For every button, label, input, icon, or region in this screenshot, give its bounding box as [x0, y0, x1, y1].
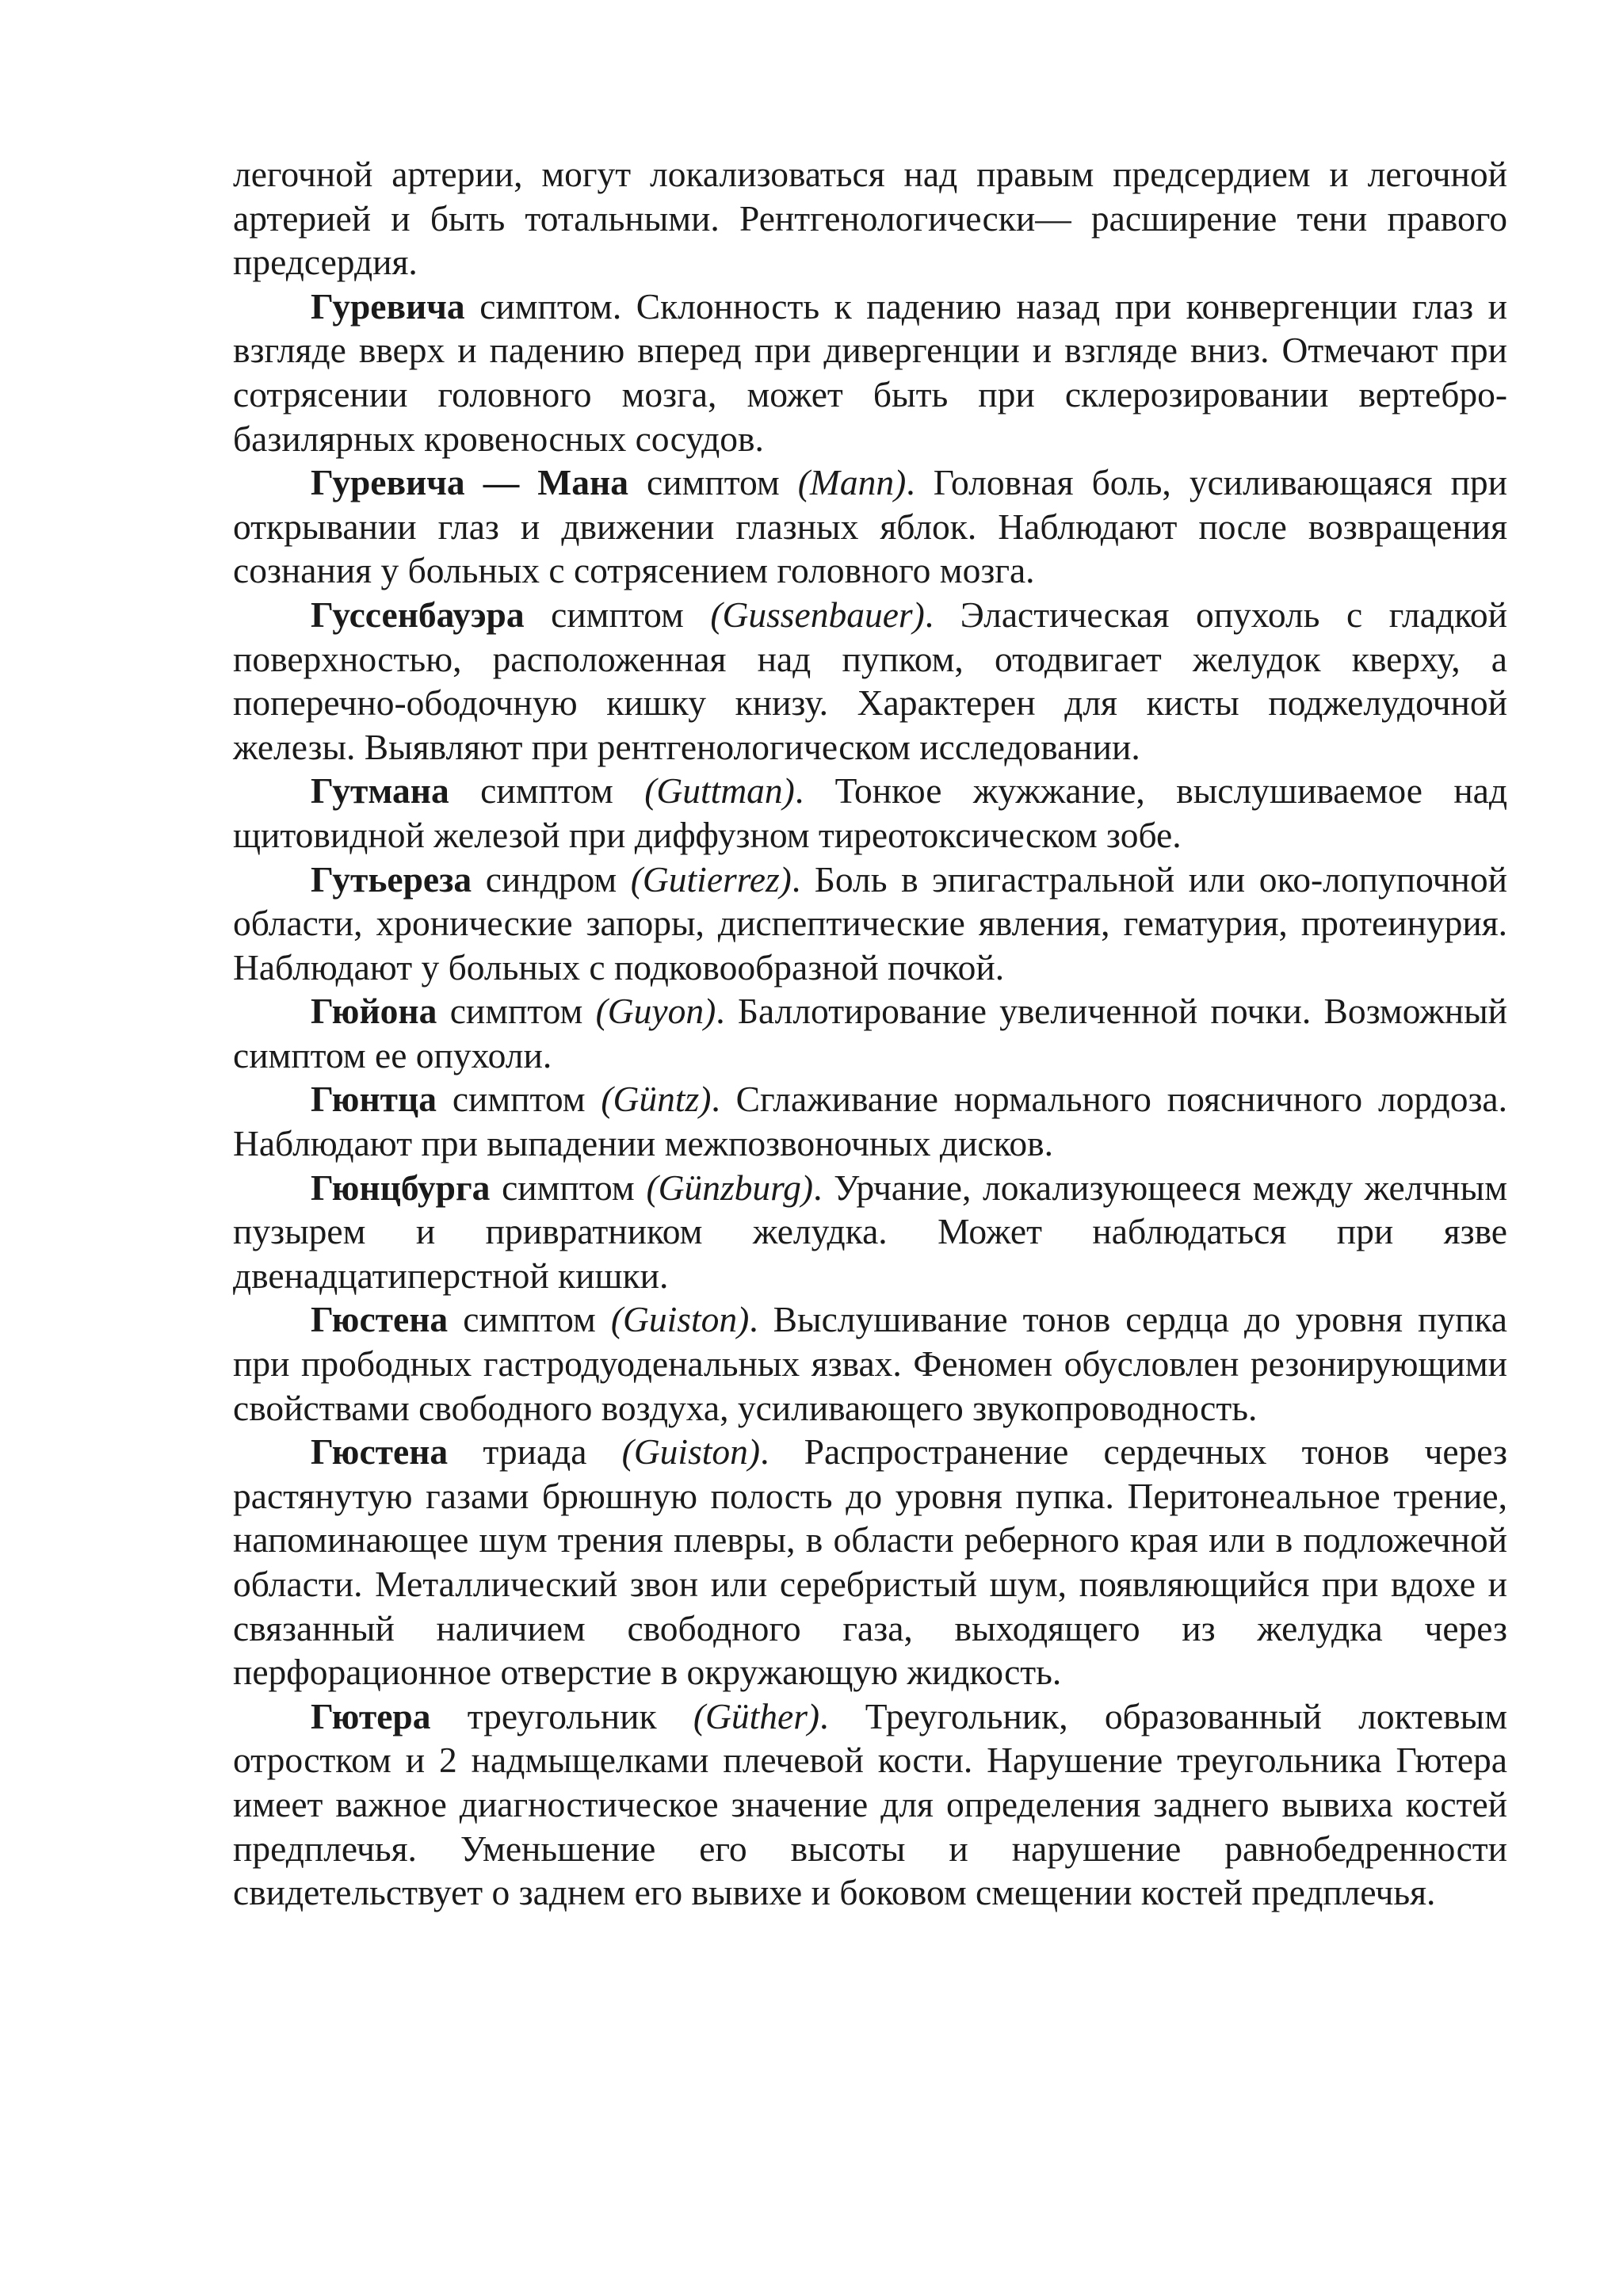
entry-gussenbauer	[233, 593, 1507, 769]
entry-term: Гюстена	[311, 1299, 449, 1340]
entry-type: симптом	[647, 462, 780, 503]
entry-type: симптом	[480, 770, 613, 812]
entry-eponym: (Guttman)	[644, 770, 795, 812]
entry-text: . Баллотирование увеличенной почки. Возможный симптом ее опухоли.	[233, 991, 1508, 1075]
entry-term: Гюстена	[311, 1431, 449, 1473]
entry-guther	[233, 1694, 1507, 1915]
entry-guiston-symptom	[233, 1297, 1507, 1430]
entry-guttman	[233, 769, 1507, 857]
entry-text: . Распространение сердечных тонов через растянутую газами брюшную полость до уровня пупка. Перитонеальное трение, напоминающее шум трения плевры, в области реберного края или в подложечной области. Металлический звон или серебристый шум, появляющийся при вдохе и связанный наличием свободного газа, выходящего из желудка через перфорационное отверстие в окружающую жидкость.	[233, 1431, 1507, 1693]
entry-gurevich-mann	[233, 460, 1507, 593]
entry-type: синдром	[485, 858, 617, 900]
entry-guyon	[233, 989, 1507, 1077]
entry-text: . Сглаживание нормального поясничного лордоза. Наблюдают при выпадении межпозвоночных дисков.	[233, 1079, 1507, 1164]
entry-type: симптом	[452, 1079, 586, 1120]
entry-text: . Урчание, локализующееся между желчным пузырем и привратником желудка. Может наблюдаться при язве двенадцатиперстной кишки.	[233, 1167, 1508, 1296]
entry-text: . Головная боль, усиливающаяся при открывании глаз и движении глазных яблок. Наблюдают после возвращения сознания у больных с сотрясением головного мозга.	[233, 462, 1508, 591]
entry-term: Гюнцбурга	[311, 1167, 491, 1208]
entry-eponym: (Güntz)	[601, 1079, 712, 1120]
entry-term: Гуссенбауэра	[311, 594, 525, 635]
entry-text: . Тонкое жужжание, выслушиваемое над щитовидной железой при диффузном тиреотоксическом зобе.	[233, 770, 1508, 855]
entry-term: Гюйона	[311, 991, 437, 1032]
entry-term: Гутмана	[311, 770, 449, 812]
entry-type: треугольник	[467, 1695, 657, 1736]
entry-eponym: (Guyon)	[595, 991, 716, 1032]
entry-eponym: (Guiston)	[610, 1299, 750, 1340]
entry-term: Гуревича — Мана	[311, 462, 628, 503]
entry-text: . Выслушивание тонов сердца до уровня пупка при прободных гастродуоденальных язвах. Феномен обусловлен резонирующими свойствами свободного воздуха, усиливающего звукопроводность.	[233, 1299, 1508, 1428]
entry-text: . Эластическая опухоль с гладкой поверхностью, расположенная над пупком, отодвигает желудок кверху, а поперечно-ободочную кишку книзу. Характерен для кисты поджелудочной железы. Выявляют при рентгенологическом исследовании.	[233, 594, 1508, 767]
entry-term: Гютера	[311, 1695, 431, 1736]
entry-term: Гутьереза	[311, 858, 472, 900]
intro-paragraph: легочной артерии, могут локализоваться над правым предсердием и легочной артерией и быть тотальными. Рентгенологически— расширение тени правого предсердия.	[233, 154, 1507, 283]
entry-type: симптом	[449, 991, 583, 1032]
entry-eponym: (Gutierrez)	[630, 858, 792, 900]
entry-type: симптом	[463, 1299, 596, 1340]
entry-type: триада	[483, 1431, 587, 1473]
entry-guntz	[233, 1077, 1507, 1165]
entry-text: . Склонность к падению назад при конвергенции глаз и взгляде вверх и падению вперед при дивергенции и взгляде вниз. Отмечают при сотрясении головного мозга, может быть при склерозировании вертебро-базилярных кровеносных сосудов.	[233, 285, 1508, 459]
entry-eponym: (Guiston)	[621, 1431, 761, 1473]
entry-gunzburg	[233, 1166, 1507, 1298]
entry-gutierrez	[233, 858, 1507, 990]
entry-eponym: (Gussenbauer)	[710, 594, 925, 635]
entry-type: симптом	[502, 1167, 635, 1208]
entry-text: . Боль в эпигастральной или око-лопупочной области, хронические запоры, диспептические явления, гематурия, протеинурия. Наблюдают у больных с подковообразной почкой.	[233, 858, 1507, 988]
entry-eponym: (Güther)	[693, 1695, 820, 1736]
entry-guiston-triad	[233, 1430, 1507, 1694]
entry-type: симптом	[479, 285, 613, 327]
document-page	[233, 152, 1507, 1915]
entry-term: Гюнтца	[311, 1079, 437, 1120]
entry-text: . Треугольник, образованный локтевым отростком и 2 надмыщелками плечевой кости. Нарушение треугольника Гютера имеет важное диагностическое значение для определения заднего вывиха костей предплечья. Уменьшение его высоты и нарушение равнобедренности свидетельствует о заднем его вывихе и боковом смещении костей предплечья.	[233, 1695, 1507, 1913]
entry-term: Гуревича	[311, 285, 465, 327]
entry-type: симптом	[551, 594, 684, 635]
entry-eponym: (Günzburg)	[646, 1167, 814, 1208]
entry-gurevich	[233, 285, 1507, 460]
entry-eponym: (Mann)	[797, 462, 907, 503]
